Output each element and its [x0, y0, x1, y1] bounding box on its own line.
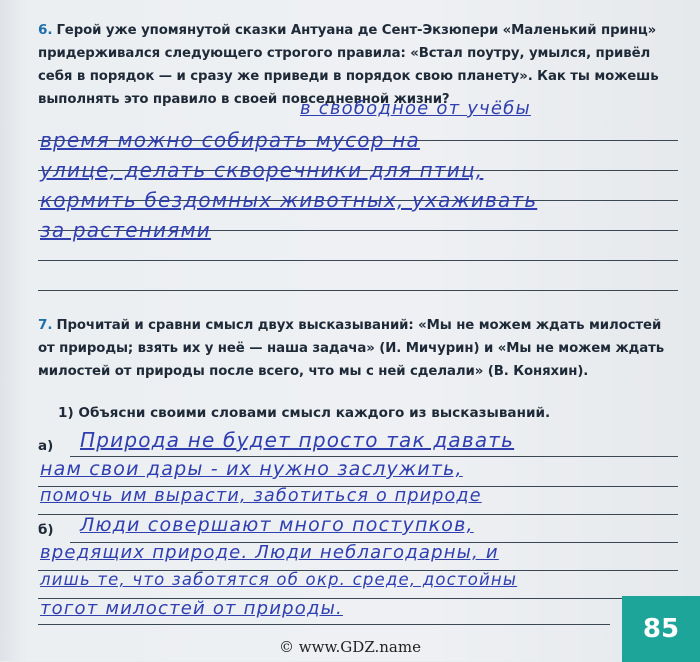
handwritten-answer-line: кормить бездомных животных, ухаживать	[40, 188, 538, 212]
page-number-badge: 85	[622, 596, 700, 662]
handwritten-answer-line: тогот милостей от природы.	[40, 598, 343, 619]
task-7	[38, 314, 678, 383]
writing-line	[70, 456, 678, 457]
handwritten-answer-line: помочь им вырасти, заботиться о природе	[40, 486, 482, 506]
task-7-number: 7.	[38, 317, 53, 333]
task-7-subtask: 1) Объясни своими словами смысл каждого из высказываний.	[58, 405, 551, 421]
answer-b-label: б)	[38, 522, 54, 538]
task-6-number: 6.	[38, 22, 53, 38]
handwritten-answer-line: вредящих природе. Люди неблагодарны, и	[40, 542, 499, 563]
task-6-question: Герой уже упомянутой сказки Антуана де Сент-Экзюпери «Маленький принц» придерживался следующего строгого правила: «Встал поутру, умылся, привёл себя в порядок — и сразу же приведи в порядок свою планету». Как ты можешь выполнять это правило в своей повседневной жизни?	[38, 23, 659, 107]
handwritten-answer-line: в свободное от учёбы	[300, 98, 531, 119]
handwritten-answer-line: улице, делать скворечники для птиц,	[40, 158, 484, 182]
watermark-footer: © www.GDZ.name	[279, 638, 421, 656]
handwritten-answer-line: Люди совершают много поступков,	[80, 514, 474, 536]
writing-line	[38, 260, 678, 261]
handwritten-answer-line: время можно собирать мусор на	[40, 128, 420, 152]
task-7-question: Прочитай и сравни смысл двух высказываний: «Мы не можем ждать милостей от природы; взять их у неё — наша задача» (И. Мичурин) и «Мы не можем ждать милостей от природы после всего, что мы с ней сделали» (В. Коняхин).	[38, 318, 665, 379]
handwritten-answer-line: нам свои дары - их нужно заслужить,	[40, 458, 463, 480]
handwritten-answer-line: Природа не будет просто так давать	[80, 428, 515, 452]
handwritten-answer-line: лишь те, что заботятся об окр. среде, достойны	[40, 570, 518, 589]
writing-line	[38, 624, 610, 625]
writing-line	[38, 290, 678, 291]
answer-a-label: а)	[38, 438, 54, 454]
handwritten-answer-line: за растениями	[40, 218, 211, 242]
